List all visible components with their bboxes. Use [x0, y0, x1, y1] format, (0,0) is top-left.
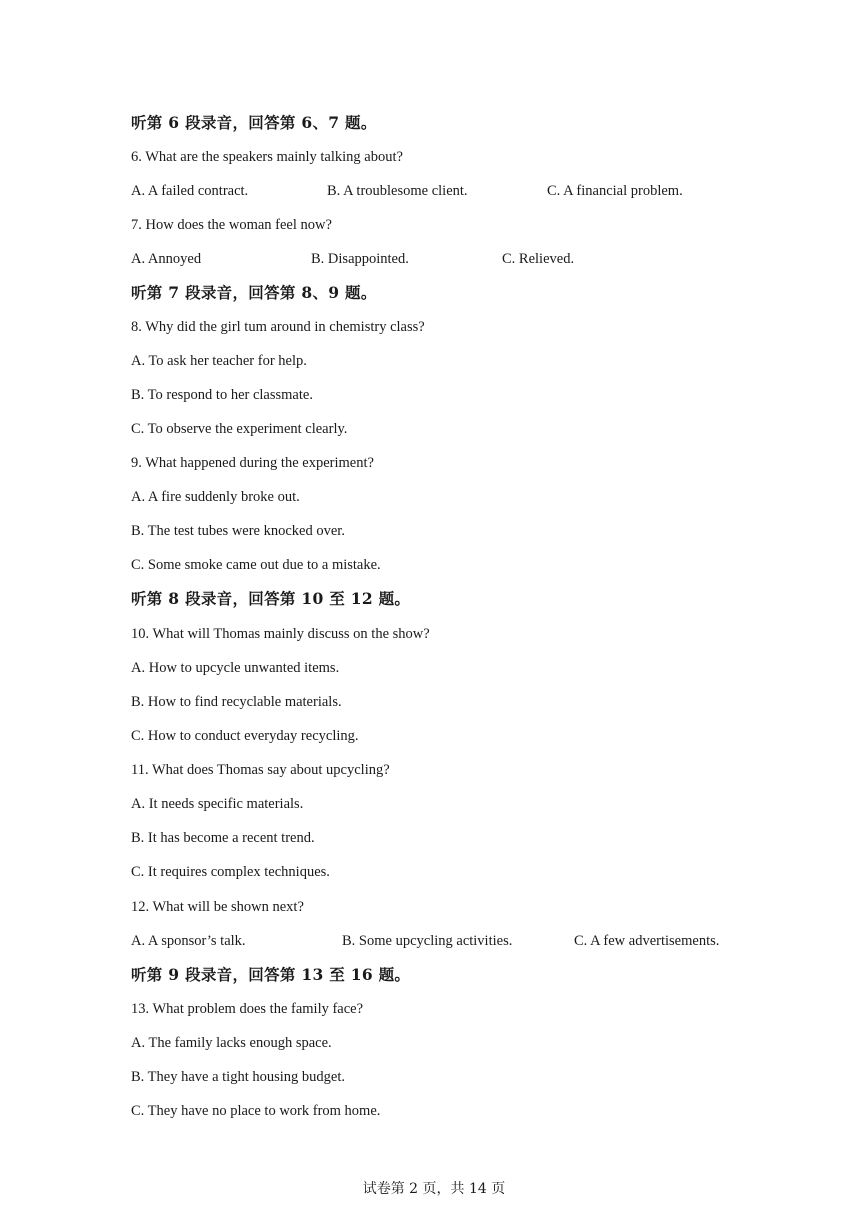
option-6a: A. A failed contract.	[131, 183, 249, 199]
question-11: 11. What does Thomas say about upcycling?	[131, 762, 390, 778]
option-13c: C. They have no place to work from home.	[131, 1103, 381, 1119]
option-9b: B. The test tubes were knocked over.	[131, 523, 345, 539]
question-12: 12. What will be shown next?	[131, 899, 304, 915]
question-6: 6. What are the speakers mainly talking about?	[131, 149, 403, 165]
question-9: 9. What happened during the experiment?	[131, 455, 374, 471]
option-10c: C. How to conduct everyday recycling.	[131, 728, 359, 744]
question-7: 7. How does the woman feel now?	[131, 217, 332, 233]
option-7b: B. Disappointed.	[311, 251, 409, 267]
question-10: 10. What will Thomas mainly discuss on the show?	[131, 626, 430, 642]
option-8b: B. To respond to her classmate.	[131, 387, 313, 403]
section-heading-9: 听第 9 段录音，回答第 13 至 16 题。	[131, 965, 411, 984]
option-11b: B. It has become a recent trend.	[131, 830, 315, 846]
option-6c: C. A financial problem.	[547, 183, 683, 199]
option-6b: B. A troublesome client.	[327, 183, 468, 199]
option-9c: C. Some smoke came out due to a mistake.	[131, 557, 381, 573]
option-8c: C. To observe the experiment clearly.	[131, 421, 348, 437]
option-12c: C. A few advertisements.	[574, 933, 720, 949]
option-10a: A. How to upcycle unwanted items.	[131, 660, 340, 676]
option-13a: A. The family lacks enough space.	[131, 1035, 332, 1051]
section-heading-7: 听第 7 段录音，回答第 8、9 题。	[131, 283, 377, 302]
option-11a: A. It needs specific materials.	[131, 796, 304, 812]
question-8: 8. Why did the girl tum around in chemistry class?	[131, 319, 425, 335]
section-heading-6: 听第 6 段录音，回答第 6、7 题。	[131, 113, 377, 132]
option-9a: A. A fire suddenly broke out.	[131, 489, 300, 505]
option-10b: B. How to find recyclable materials.	[131, 694, 342, 710]
option-11c: C. It requires complex techniques.	[131, 864, 330, 880]
option-13b: B. They have a tight housing budget.	[131, 1069, 345, 1085]
option-8a: A. To ask her teacher for help.	[131, 353, 307, 369]
option-12b: B. Some upcycling activities.	[342, 933, 513, 949]
option-12a: A. A sponsor’s talk.	[131, 933, 246, 949]
option-7c: C. Relieved.	[502, 251, 575, 267]
question-13: 13. What problem does the family face?	[131, 1001, 364, 1017]
option-7a: A. Annoyed	[131, 251, 202, 267]
page-footer: 试卷第 2 页，共 14 页	[362, 1181, 506, 1197]
section-heading-8: 听第 8 段录音，回答第 10 至 12 题。	[131, 589, 411, 608]
